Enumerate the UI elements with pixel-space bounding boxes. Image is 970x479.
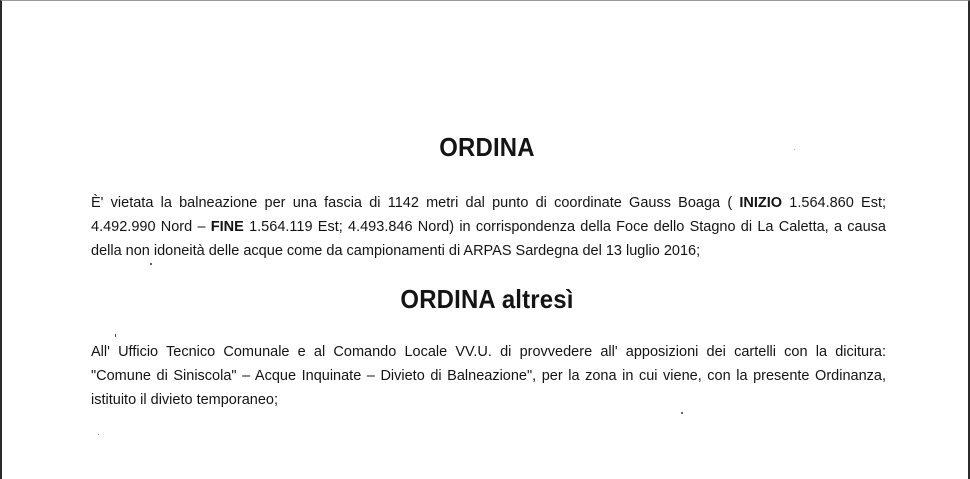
scan-speck bbox=[150, 263, 152, 265]
text-segment: 1.564.119 Est; 4.493.846 Nord) in corrispondenza della Foce dello Stagno di La Caletta, a causa bbox=[249, 219, 886, 235]
heading-ordina: ORDINA bbox=[439, 132, 535, 162]
scan-speck bbox=[681, 412, 683, 414]
paragraph-line: della non idoneità delle acque come da campionamenti di ARPAS Sardegna del 13 luglio 2016; bbox=[91, 243, 701, 259]
paragraph-bathing-ban bbox=[91, 191, 886, 263]
scan-speck bbox=[98, 434, 99, 435]
scan-speck bbox=[115, 334, 116, 337]
paragraph-signage-order bbox=[91, 340, 886, 412]
paragraph-line bbox=[91, 215, 886, 239]
paragraph-line bbox=[91, 191, 886, 215]
paragraph-line: istituito il divieto temporaneo; bbox=[91, 392, 278, 408]
paragraph-line: "Comune di Siniscola" – Acque Inquinate – Divieto di Balneazione", per la zona in cui viene, con la presente Ordinanza, bbox=[91, 368, 886, 384]
text-segment: È' vietata la balneazione per una fascia di 1142 metri dal punto di coordinate Gauss Boaga ( bbox=[91, 195, 733, 211]
text-segment: 4.492.990 Nord – bbox=[91, 219, 206, 235]
bold-label-fine: FINE bbox=[210, 219, 244, 235]
text-segment: 1.564.860 Est; bbox=[789, 195, 886, 211]
heading-ordina-altresi: ORDINA altresì bbox=[400, 284, 574, 314]
scan-speck bbox=[794, 149, 795, 150]
bold-label-inizio: INIZIO bbox=[739, 195, 783, 211]
paragraph-line: All' Ufficio Tecnico Comunale e al Comando Locale VV.U. di provvedere all' apposizioni dei cartelli con la dicitura: bbox=[91, 344, 886, 360]
